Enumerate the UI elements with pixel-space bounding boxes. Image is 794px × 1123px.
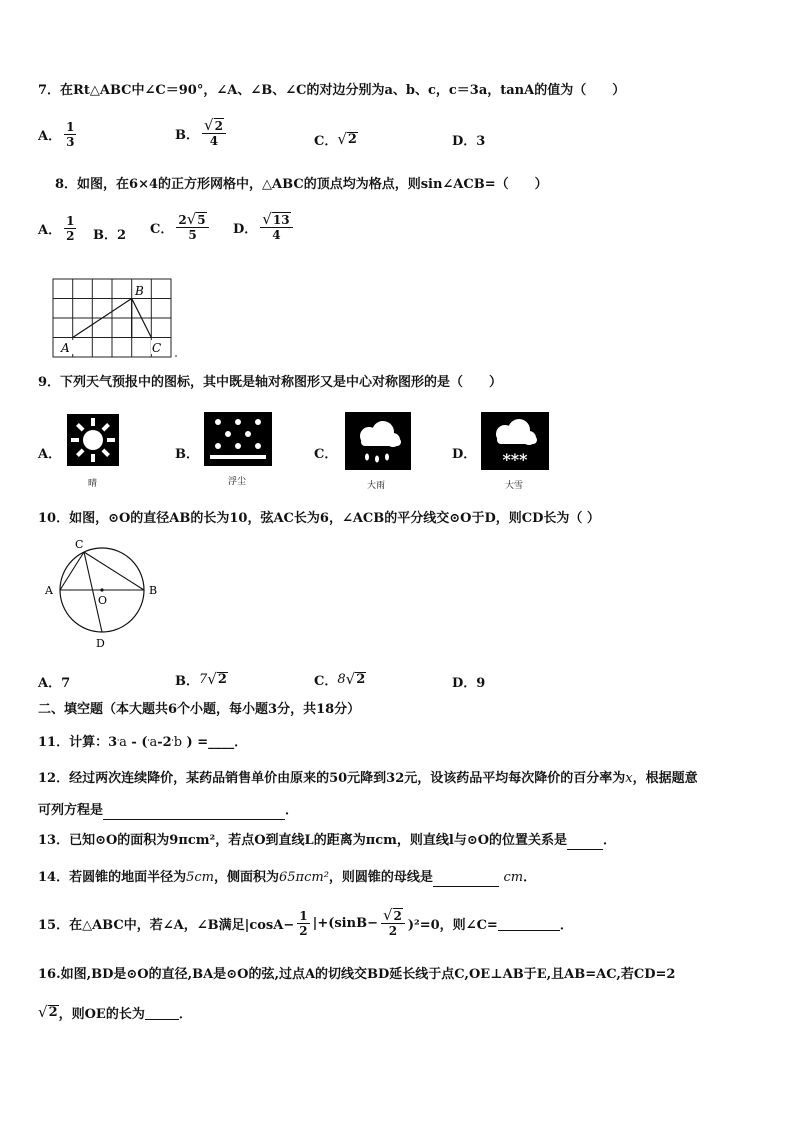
vertex-label-a: A [61,341,70,355]
caption-dust: 浮尘 [228,477,247,487]
heavy-rain-icon [345,412,411,470]
q7-option-a: A． $\frac{1}{3}$ [38,120,75,149]
heavy-snow-icon [481,412,549,470]
q10-option-d: D．9 [452,676,486,691]
section-2-heading: 二、填空题（本大题共6个小题，每小题3分，共18分） [38,702,361,717]
q10-option-a: A．7 [38,676,71,691]
q10-circle-figure [40,536,170,654]
caption-sunny: 晴 [88,479,98,489]
answer-blank[interactable] [567,835,603,850]
q11: 11．计算：$3^ˈa - (^ˈa-2^ˈb$ ) =____． [38,735,248,750]
point-label-o: O [98,594,108,607]
svg-text:*‌*‌*: *‌*‌* [502,450,528,469]
q10-option-c: C． 8 √ 2 [314,670,366,689]
q9-option-c-label: C． [314,447,338,462]
q8-option-d: D． √ 13 4 [233,212,296,242]
q7-option-d: D．3 [452,134,486,149]
answer-blank[interactable] [145,1005,179,1020]
q16-line1: 16.如图,BD是⊙O的直径,BA是⊙O的弦,过点A的切线交BD延长线于点C,OE⊥AB于E,且AB=AC,若CD=2 [38,967,676,982]
fraction: $\frac{1}{3}$ [66,120,75,149]
q10-stem: 10．如图，⊙O的直径AB的长为10，弦AC长为6，∠ACB的平分线交⊙O于D，则CD长为（ ） [38,511,600,526]
q8-option-a: A． $\frac{1}{2}$ [38,214,75,243]
sunny-icon [67,414,119,466]
point-label-d: D [96,637,105,650]
q12-line2: 可列方程是 ． [38,803,299,818]
point-label-b: B [149,584,158,597]
q8-grid-figure [50,276,182,360]
answer-blank[interactable] [498,916,560,931]
dust-icon [204,412,272,466]
q7-stem: 7．在Rt△ABC中∠C＝90°，∠A、∠B、∠C的对边分别为a、b、c，c＝3a，tanA的值为（ ） [38,83,626,98]
q14: 14．若圆锥的地面半径为5cm，侧面积为65πcm²，则圆锥的母线是 cm． [38,870,537,885]
point-label-c: C [75,538,84,551]
q9-option-d-label: D． [452,447,477,462]
point-label-a: A [45,584,53,597]
vertex-label-b: B [135,284,144,298]
fraction: √ 2 4 [202,118,226,148]
sqrt: √ 2 [337,130,357,148]
q7-option-b: B． √ 2 4 [175,118,229,148]
q15: 15．在△ABC中，若∠A，∠B满足|cosA− $\frac{1}{2}$ |+(sinB− √ 2 2 )²=0，则∠C= ． [38,906,573,938]
q9-stem: 9．下列天气预报中的图标，其中既是轴对称图形又是中心对称图形的是（ ） [38,375,503,390]
caption-heavy-snow: 大雪 [505,481,524,491]
q10-option-b: B． 7 √ 2 [175,670,227,689]
caption-heavy-rain: 大雨 [367,481,386,491]
q8-option-b: B．2 [93,228,127,243]
q7-option-c: C． √ 2 [314,130,357,149]
q13: 13．已知⊙O的面积为9πcm²，若点O到直线L的距离为πcm，则直线l与⊙O的位置关系是 ． [38,833,617,848]
answer-blank[interactable] [433,872,499,887]
q8-option-c: C． 2 √ 5 5 [150,212,212,242]
answer-blank[interactable] [103,805,285,820]
q9-option-a-label: A． [38,447,62,462]
q9-option-b-label: B． [175,447,199,462]
vertex-label-c: C [152,341,162,355]
q8-stem: 8．如图，在6×4的正方形网格中，△ABC的顶点均为格点，则sin∠ACB=（ ） [55,177,548,192]
q16-line2: √ 2 ，则OE的长为 ． [38,1003,192,1022]
q12-line1: 12．经过两次连续降价，某药品销售单价由原来的50元降到32元，设该药品平均每次降价的百分率为x，根据题意 [38,771,698,786]
